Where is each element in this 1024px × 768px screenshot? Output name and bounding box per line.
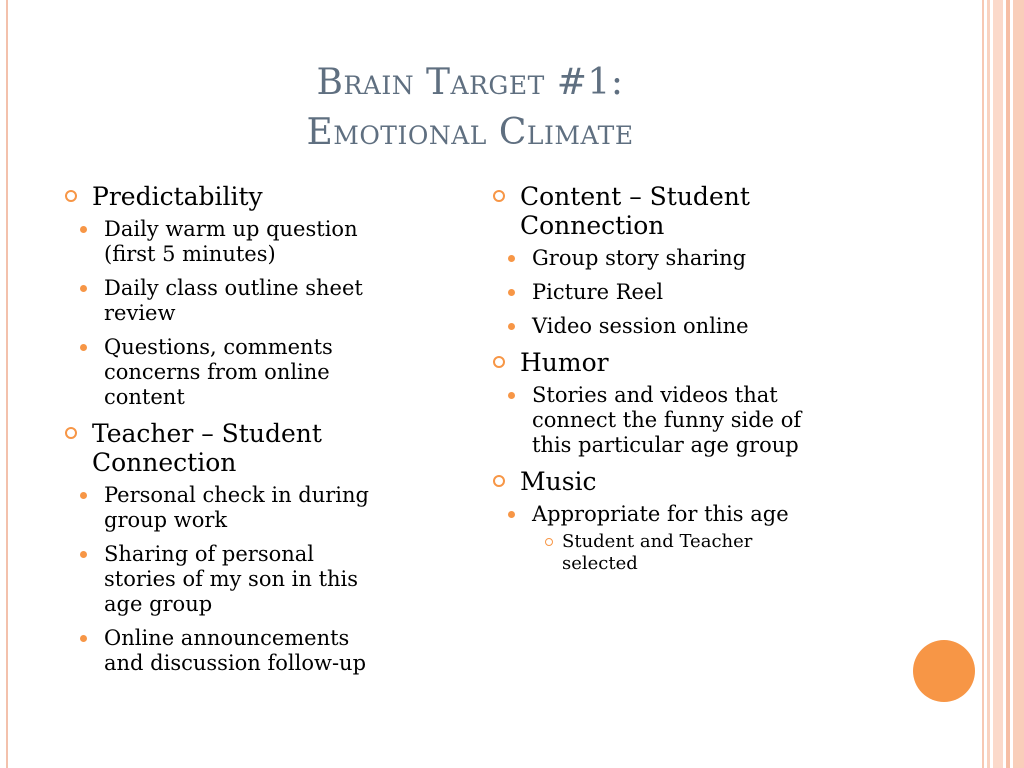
left-column bbox=[62, 182, 462, 685]
slide-title bbox=[100, 58, 840, 158]
dot-bullet-icon bbox=[508, 511, 515, 518]
sub-list bbox=[490, 383, 900, 458]
bullet-teacher-student-connection bbox=[62, 419, 462, 477]
sub-bullet-label: Questions, comments concerns from online content bbox=[104, 335, 333, 409]
sub-bullet-label: Appropriate for this age bbox=[532, 502, 789, 526]
dot-bullet-icon bbox=[80, 226, 87, 233]
sub-bullet-label: Stories and videos that connect the funny side of this particular age group bbox=[532, 383, 802, 457]
sub-bullet bbox=[32, 542, 462, 617]
sub-bullet bbox=[32, 335, 462, 410]
sub-bullet-label: Online announcements and discussion follow-up bbox=[104, 626, 367, 675]
sub-bullet-label: Daily warm up question (first 5 minutes) bbox=[104, 217, 358, 266]
dot-bullet-icon bbox=[508, 323, 515, 330]
sub-sub-bullet bbox=[460, 531, 900, 575]
circle-bullet-icon bbox=[65, 190, 77, 202]
sub-sub-bullet-label: Student and Teacher selected bbox=[562, 531, 753, 574]
stripe bbox=[1013, 0, 1024, 768]
bullet-predictability bbox=[62, 182, 462, 211]
sub-list bbox=[490, 246, 900, 339]
sub-list bbox=[62, 217, 462, 410]
left-border-line bbox=[6, 0, 8, 768]
sub-list bbox=[490, 502, 900, 575]
circle-bullet-icon bbox=[493, 190, 505, 202]
bullet-humor bbox=[490, 348, 900, 377]
dot-bullet-icon bbox=[508, 392, 515, 399]
dot-bullet-icon bbox=[80, 635, 87, 642]
bullet-label: Teacher – Student Connection bbox=[92, 419, 322, 477]
bullet-label: Content – Student Connection bbox=[520, 182, 750, 240]
stripe bbox=[982, 0, 984, 768]
right-decorative-stripes bbox=[982, 0, 1024, 768]
title-line-2: Emotional Climate bbox=[306, 112, 634, 153]
sub-bullet-label: Picture Reel bbox=[532, 280, 664, 304]
bullet-label: Humor bbox=[520, 348, 609, 377]
sub-bullet-label: Group story sharing bbox=[532, 246, 747, 270]
bullet-content-student-connection bbox=[490, 182, 900, 240]
circle-bullet-icon bbox=[493, 356, 505, 368]
sub-bullet bbox=[32, 483, 462, 533]
stripe bbox=[1006, 0, 1010, 768]
sub-bullet bbox=[32, 217, 462, 267]
sub-bullet bbox=[32, 626, 462, 676]
sub-bullet bbox=[460, 246, 900, 271]
stripe bbox=[993, 0, 1003, 768]
dot-bullet-icon bbox=[80, 551, 87, 558]
circle-bullet-icon bbox=[65, 427, 77, 439]
sub-list bbox=[62, 483, 462, 676]
dot-bullet-icon bbox=[508, 255, 515, 262]
sub-bullet bbox=[460, 383, 900, 458]
dot-bullet-icon bbox=[508, 289, 515, 296]
bullet-label: Predictability bbox=[92, 182, 263, 211]
sub-bullet bbox=[460, 280, 900, 305]
title-line-1: Brain Target #1: bbox=[316, 62, 624, 103]
dot-bullet-icon bbox=[80, 344, 87, 351]
bullet-label: Music bbox=[520, 467, 597, 496]
sub-bullet bbox=[460, 502, 900, 527]
sub-bullet-label: Daily class outline sheet review bbox=[104, 276, 363, 325]
sub-bullet-label: Video session online bbox=[532, 314, 749, 338]
sub-bullet-label: Sharing of personal stories of my son in this age group bbox=[104, 542, 359, 616]
right-column bbox=[490, 182, 900, 581]
dot-bullet-icon bbox=[80, 285, 87, 292]
sub-bullet bbox=[32, 276, 462, 326]
sub-bullet bbox=[460, 314, 900, 339]
sub-bullet-label: Personal check in during group work bbox=[104, 483, 369, 532]
orange-circle-decoration bbox=[913, 640, 975, 702]
ring-bullet-icon bbox=[545, 538, 553, 546]
circle-bullet-icon bbox=[493, 475, 505, 487]
bullet-music bbox=[490, 467, 900, 496]
stripe bbox=[987, 0, 990, 768]
dot-bullet-icon bbox=[80, 492, 87, 499]
